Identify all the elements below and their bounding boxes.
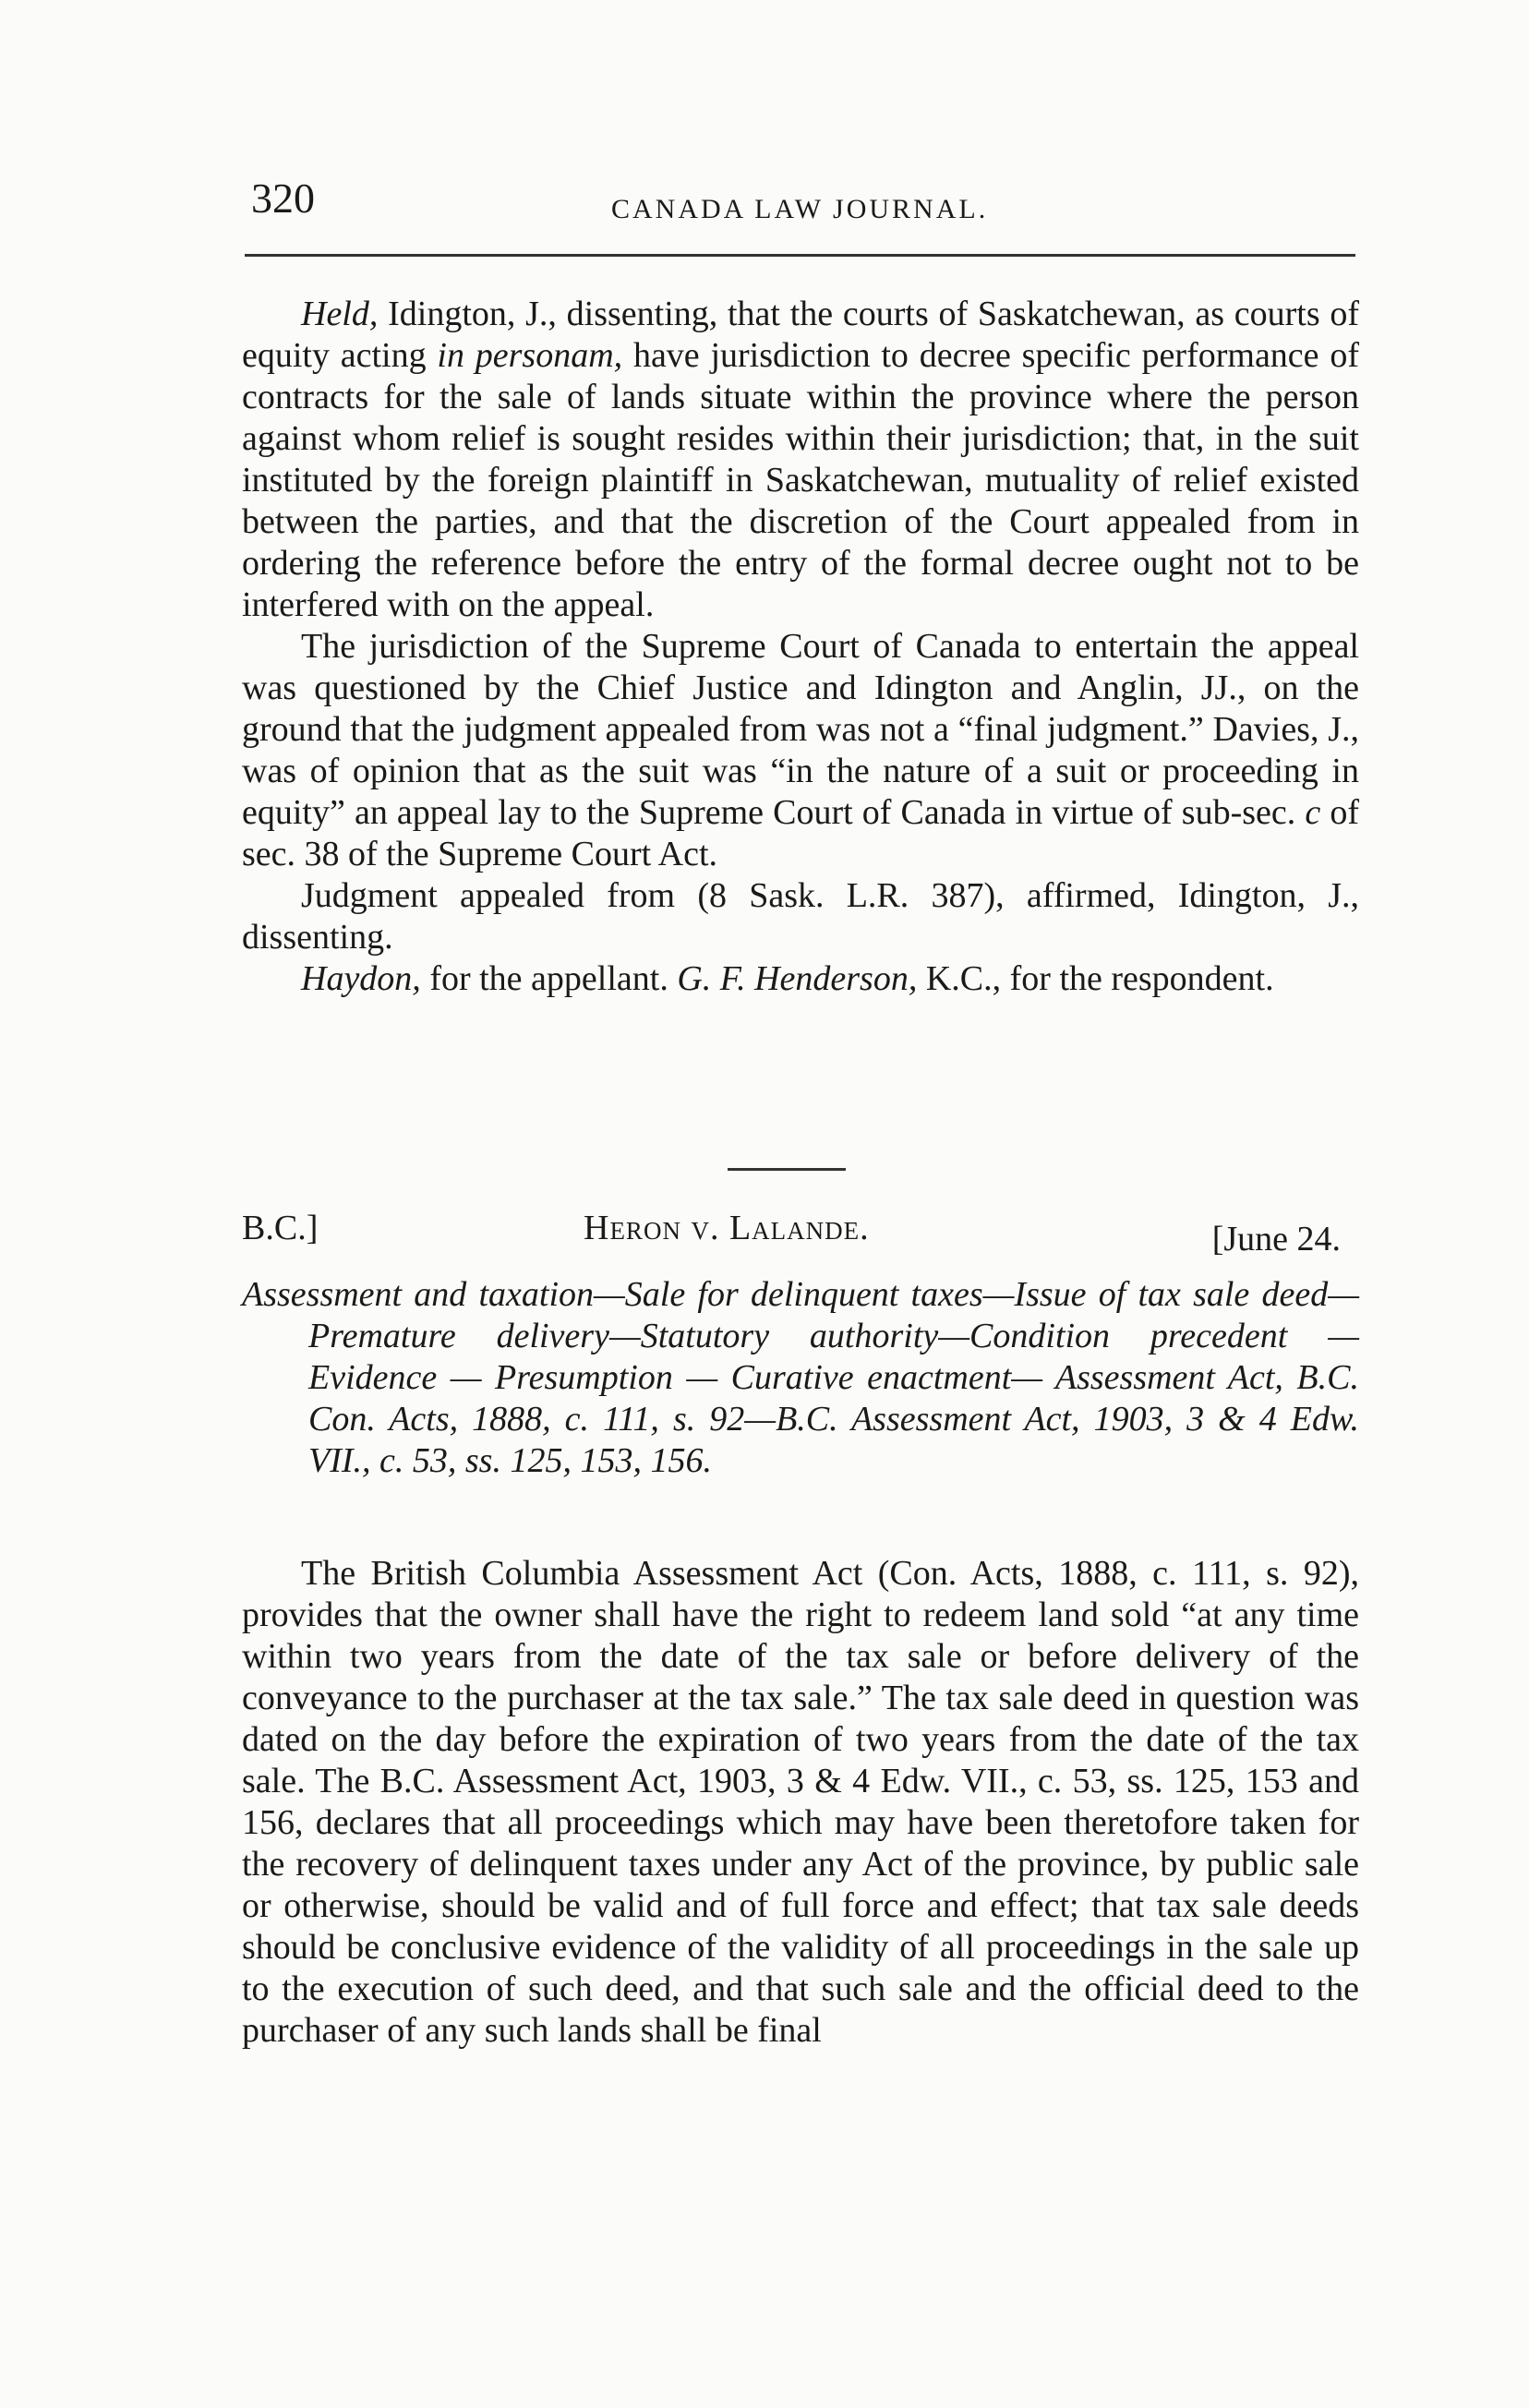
jurisdiction-text-a: The jurisdiction of the Supreme Court of Canada to entertain the appeal was questioned by the Chief Justice and Idington and Anglin, JJ., on the ground that the judgment appealed from was not a “final judgment.” Davies, J., was of opinion that as the suit was “in the nature of a suit or proceeding in equity” an appeal lay to the Supreme Court of Canada in virtue of sub-sec.	[242, 627, 1359, 832]
held-lead: Held,	[301, 295, 379, 333]
case-court: B.C.]	[242, 1209, 319, 1247]
prior-case-text	[242, 294, 1359, 1000]
counsel-appellant-text: for the appellant.	[420, 959, 678, 998]
jurisdiction-subsec: c	[1305, 793, 1321, 832]
held-text-2: have jurisdiction to decree specific performance of contracts for the sale of lands situate within the province where the person against whom relief is sought resides within their jurisdiction; that, in the suit instituted by the foreign plaintiff in Saskatchewan, mutuality of relief existed between the parties, and that the discretion of the Court appealed from in ordering the reference before the entry of the formal decree ought not to be interfered with on the appeal.	[242, 336, 1359, 624]
held-latin: in personam,	[437, 336, 623, 375]
counsel-respondent-name: G. F. Henderson,	[677, 959, 918, 998]
counsel-appellant-name: Haydon,	[301, 959, 421, 998]
held-text: Idington, J., dissenting, that the courts of Saskatchewan, as courts of equity acting	[242, 295, 1359, 375]
headnote-block	[242, 1274, 1359, 1482]
jurisdiction-paragraph	[242, 626, 1359, 875]
counsel-paragraph	[242, 958, 1359, 1000]
case-date: [June 24.	[1211, 1220, 1341, 1258]
jurisdiction-text-b: of sec. 38 of the Supreme Court Act.	[242, 793, 1359, 873]
held-paragraph	[242, 294, 1359, 626]
page-number: 320	[251, 175, 315, 222]
case-title: Heron v. Lalande.	[584, 1209, 870, 1247]
section-separator	[728, 1168, 846, 1171]
headnote: Assessment and taxation—Sale for delinquent taxes—Issue of tax sale deed—Premature delivery—Statutory authority—Condition precedent — Evidence — Presumption — Curative enactment— Assessment Act, B.C. Con. Acts, 1888, c. 111, s. 92—B.C. Assessment Act, 1903, 3 & 4 Edw. VII., c. 53, ss. 125, 153, 156.	[242, 1275, 1359, 1480]
main-text	[242, 1553, 1359, 2052]
judgment-paragraph: Judgment appealed from (8 Sask. L.R. 387), affirmed, Idington, J., dissenting.	[242, 876, 1359, 957]
header-rule	[245, 254, 1355, 257]
case-heading	[242, 1200, 1350, 1256]
body-paragraph: The British Columbia Assessment Act (Con. Acts, 1888, c. 111, s. 92), provides that the owner shall have the right to redeem land sold “at any time within two years from the date of the tax sale or before delivery of the conveyance to the purchaser at the tax sale.” The tax sale deed in question was dated on the day before the expiration of two years from the date of the tax sale. The B.C. Assessment Act, 1903, 3 & 4 Edw. VII., c. 53, ss. 125, 153 and 156, declares that all proceedings which may have been theretofore taken for the recovery of delinquent taxes under any Act of the province, by public sale or otherwise, should be valid and of full force and effect; that tax sale deeds should be conclusive evidence of the validity of all proceedings in the sale up to the execution of such deed, and that such sale and the official deed to the purchaser of any such lands shall be final	[242, 1554, 1359, 2050]
running-title: CANADA LAW JOURNAL.	[611, 194, 989, 224]
page-header	[242, 174, 1359, 247]
counsel-respondent-text: K.C., for the respondent.	[917, 959, 1274, 998]
